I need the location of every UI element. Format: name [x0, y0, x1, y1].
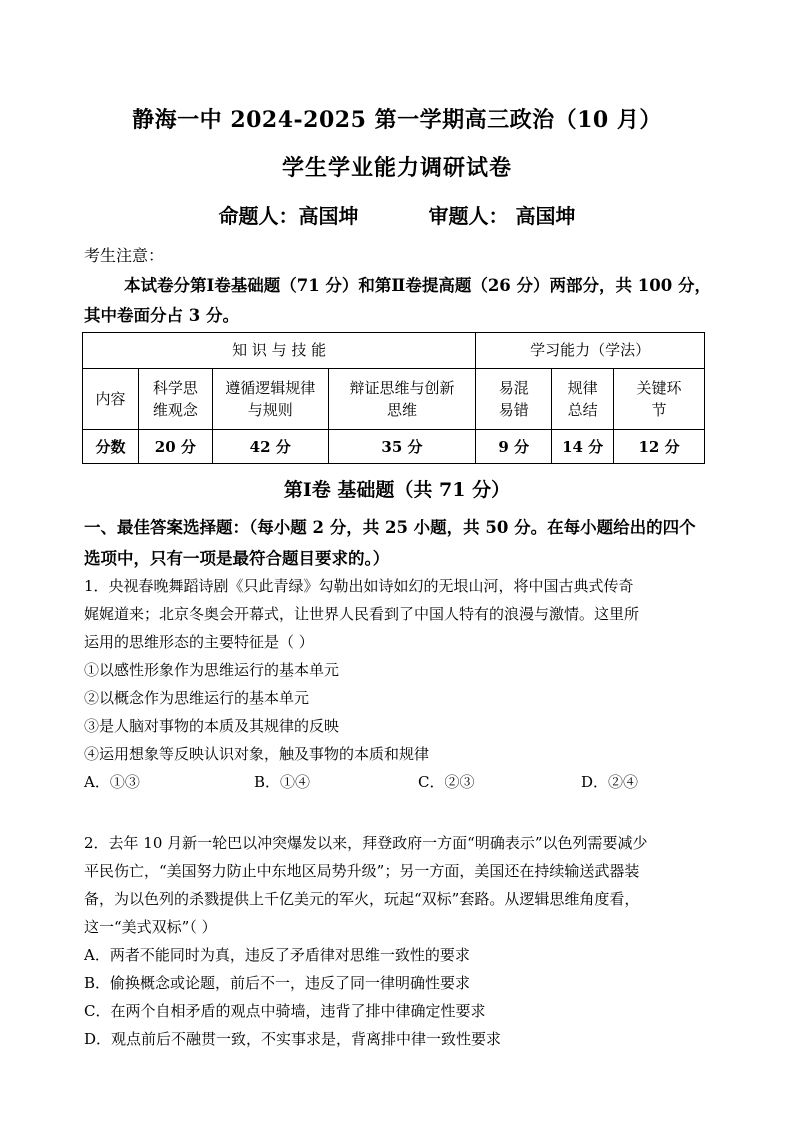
content-cell: 科学思 维观念: [138, 368, 212, 430]
exam-title: 静海一中 2024-2025 第一学期高三政治（10 月）: [132, 107, 662, 133]
score-cell: 35 分: [328, 430, 476, 464]
option-d: D．②④: [581, 773, 639, 791]
question-line: 娓娓道来；北京冬奥会开幕式，让世界人民看到了中国人特有的浪漫与激情。这里所: [84, 605, 640, 623]
question-2: [84, 829, 712, 1053]
question-1-options: [84, 768, 712, 796]
option-c: C．在两个自相矛盾的观点中骑墙，违背了排中律确定性要求: [84, 1002, 486, 1020]
option-b: B．偷换概念或论题，前后不一，违反了同一律明确性要求: [84, 974, 471, 992]
statement-2: ②以概念作为思维运行的基本单元: [84, 689, 310, 707]
row-label-score: 分数: [83, 430, 139, 464]
question-1: [84, 572, 712, 796]
statement-1: ①以感性形象作为思维运行的基本单元: [84, 661, 340, 679]
question-line: 这一“美式双标”（ ）: [84, 918, 217, 936]
group-learning-ability: 学习能力（学法）: [476, 333, 705, 369]
score-cell: 12 分: [614, 430, 705, 464]
content-cell: 关键环 节: [614, 368, 705, 430]
notice-text: 本试卷分第Ⅰ卷基础题（71 分）和第Ⅱ卷提高题（26 分）两部分，共 100 分，其中卷面分占 3 分。: [84, 276, 711, 325]
option-d: D．观点前后不融贯一致，不实事求是，背离排中律一致性要求: [84, 1030, 502, 1048]
option-a: A．两者不能同时为真，违反了矛盾律对思维一致性的要求: [84, 946, 470, 964]
question-line: 1．央视春晚舞蹈诗剧《只此青绿》勾勒出如诗如幻的无垠山河，将中国古典式传奇: [84, 577, 634, 595]
author-label: 命题人：高国坤: [218, 204, 359, 228]
row-label-content: 内容: [83, 368, 139, 430]
score-table-header-row: [83, 333, 705, 369]
content-cell: 辩证思维与创新 思维: [328, 368, 476, 430]
exam-subtitle: 学生学业能力调研试卷: [281, 155, 512, 181]
question-line: 运用的思维形态的主要特征是（ ）: [84, 633, 314, 651]
score-cell: 14 分: [552, 430, 614, 464]
question-line: 平民伤亡，“美国努力防止中东地区局势升级”；另一方面，美国还在持续输送武器装: [84, 862, 640, 880]
reviewer-label: 审题人： 高国坤: [428, 204, 576, 228]
score-table-score-row: [83, 430, 705, 464]
score-table: [82, 332, 705, 464]
score-cell: 20 分: [138, 430, 212, 464]
authors-line: [0, 200, 794, 229]
group-knowledge-skills: 知 识 与 技 能: [83, 333, 476, 369]
score-cell: 42 分: [212, 430, 328, 464]
part1-title: 第Ⅰ卷 基础题（共 71 分）: [283, 479, 511, 501]
content-cell: 遵循逻辑规律 与规则: [212, 368, 328, 430]
score-cell: 9 分: [476, 430, 552, 464]
notice-label: 考生注意：: [84, 246, 165, 265]
content-cell: 规律 总结: [552, 368, 614, 430]
option-b: B．①④: [254, 773, 311, 791]
question-line: 备，为以色列的杀戮提供上千亿美元的军火，玩起“双标”套路。从逻辑思维角度看，: [84, 890, 640, 908]
statement-3: ③是人脑对事物的本质及其规律的反映: [84, 717, 340, 735]
section-heading: 一、最佳答案选择题：（每小题 2 分，共 25 小题，共 50 分。在每小题给出的四个选项中，只有一项是最符合题目要求的。）: [84, 518, 696, 568]
question-line: 2．去年 10 月新一轮巴以冲突爆发以来，拜登政府一方面“明确表示”以色列需要减少: [84, 834, 648, 852]
score-table-content-row: [83, 368, 705, 430]
statement-4: ④运用想象等反映认识对象，触及事物的本质和规律: [84, 745, 430, 763]
option-c: C．②③: [418, 773, 475, 791]
content-cell: 易混 易错: [476, 368, 552, 430]
option-a: A．①③: [84, 773, 140, 791]
